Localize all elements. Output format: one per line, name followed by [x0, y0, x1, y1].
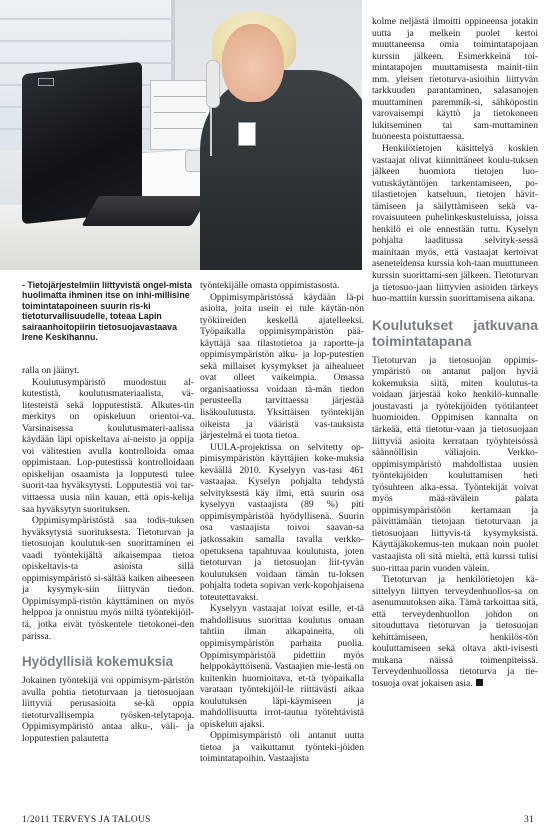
section-heading: Koulutukset jatkuvana toimintatapana — [372, 316, 538, 349]
shelf-line — [154, 112, 206, 113]
person-face — [222, 24, 284, 102]
paragraph: Oppimisympäristö oli antanut uutta tietoa ja vaikuttanut työnteki-jöiden toimintatapoihin. Vastaajista — [200, 730, 364, 765]
blind-slat — [0, 62, 175, 64]
keyboard — [81, 196, 208, 226]
page-number: 31 — [524, 815, 535, 825]
paragraph: Henkilötietojen käsittelyä koskien vastaajat olivat kiinnittäneet koulu-tuksen jälkeen huomiota tietojen luo-vutuskäytäntöjen tarkentamiseen, po-tilastietojen katseluun, tietojen hävit-tämiseen ja säilyttämiseen sekä va-rovaisuuteen puhelinkeskusteluissa, joissa henkilö ei ole ennestään tuttu. Kyselyn pohjalta laaditussa selvityk-sessä mainitaan myös, että vastaajat kertoivat aseneteidensa kurssia koh-taan muuttuneen kurssin suorittami-sen jälkeen. Tietoturvan ja tietosuo-jaan liittyvien asioiden tärkeys huo-mattiin kurssin suorittamisena aikana. — [372, 143, 538, 305]
paragraph: Oppimisympäristössä käydään lä-pi asioita, joita usein ei tule käytän-nön työkiireiden keskellä ajatelleeksi. Työpaikalla oppimisympäristön pää-käyttäjä saa tilastotietoa ja raportte-ja oppimisympäristön alku- ja lop-putestien sekä millaiset kysymykset ja aihealueet ovat olleet vaikeimpia. Omassa organisaatiossa voidaan tä-män tiedon perusteella tarvittaessa järjestää lisäkoulutusta. Yksittäisen työntekijän oikeista ja vääristä vas-tauksista järjestelmä ei tuota tietoa. — [200, 291, 364, 442]
paragraph: työntekijälle omasta oppimistasosta. — [200, 280, 340, 291]
section-heading: Hyödyllisiä kokemuksia — [22, 654, 174, 670]
text-column-1 — [22, 365, 194, 744]
paragraph: ralla on jäänyt. — [22, 365, 80, 376]
text-column-2 — [200, 280, 364, 765]
text-column-3 — [372, 16, 538, 690]
shelf-line — [154, 128, 206, 129]
person-body — [200, 70, 362, 270]
paragraph: Jokainen työntekijä voi oppimisym-päristön avulla pohtia tietoturvaan ja tietosuojaan liittyviä perusasioita se-kä oppia tietoturvallisempia työsken-telytapoja. Oppimisympäristö antaa alku-, väli- ja lopputestien palautetta — [22, 675, 194, 744]
paragraph: Kyselyyn vastaajat toivat esille, et-tä mahdollisuus suorittaa koulutus omaan tahtiin ilman aikapaineita, oli oppimisympäristön parhaita puolia. Oppimisympäristöä pidettiin myös helppokäyttöisenä. Vastaajien mie-lestä on kuitenkin huomioitava, et-tä työpaikalla varataan työntekijöil-le riittävästi aikaa koulutuksen läpi-käymiseen ja mahdollisuutta irrot-tautua työtehtävistä opiskelun ajaksi. — [200, 603, 364, 730]
paragraph: Oppimisympäristöstä saa todis-tuksen hyväksytystä suorituksesta. Tietoturvan ja tietosuojan koulutuk-sen suorittaminen ei vaadi työntekijältä aikaisempaa tietoa opiskeltavis-ta asioista sillä oppimisympäristö si-sältää kaiken aiheeseen ja kysymyk-siin liittyvän tiedon. Oppimisympä-ristön käyttäminen on myös helppoa ja onnistuu myös niiltä työntekijöil-tä, jotka eivät työskentele tietokonei-den parissa. — [22, 515, 194, 642]
paragraph-with-end-mark — [372, 574, 538, 689]
blind-slat — [0, 40, 175, 42]
monitor-logo-icon — [38, 78, 54, 86]
blind-slat — [0, 18, 175, 20]
end-of-article-mark — [476, 679, 483, 686]
shelf-line — [154, 96, 206, 97]
paragraph: Tietoturvan ja tietosuojan oppimis-ympäristö on antanut paljon hyviä kokemuksia siitä, miten koulutus-ta voidaan järjestää koko henkilö-kunnalle joustavasti ja työtekijöiden työtilanteet huomioiden. Oppimisen kannalta on tärkeää, että tietotur-vaan ja tietosuojaan liittyviä asioita kerrataan työyhteisössä säännöllisin väliajoin. Verkko-oppimisympäristö mahdollistaa uusien työntekijöiden kouluttamisen heti työsuhteen alka-essa. Työntekijät voivat myös mää-rävälein palata oppimisympäristöön kertamaan ja päivittämään tietojaan tietoturvaan ja tietosuojaan liittyvis-tä kysymyksistä. Käyttäjäkokemus-ten mukaan noin puolet vastaajista oli sitä mieltä, että kurssi tulisi suo-rittaa parin vuoden välein. — [372, 354, 538, 574]
id-badge — [238, 122, 256, 146]
paragraph: Tietoturvan ja henkilötietojen kä-sittelyyn liittyen terveydenhuollos-sa on asenumuutoksen aika. Tämä tarkoittaa sitä, että terveydenhuollon johdon on sitouduttava tietoturvan ja tietosuojan kehittämiseen, henkilös-tön kouluttamiseen sekä oltava akti-ivisesti mukana näissä toimenpiteissä. Terveydenhuollossa tietoturva ja tie-tosuoja ovat jokaisen asia. — [372, 574, 538, 689]
paragraph: kolme neljästä ilmoitti oppineensa jotakin uutta ja melkein puolet kertoi muuttaneensa omia toimintatapojaan kurssin jälkeen. Esimerkkeinä toi-mintatapojen muuttamisesta mainit-tiin mm. yleisen tietoturva-asioihin liittyvän tarkkuuden parantaminen, salasanojen muuttaminen paremmik-si, sähköpostin varovaisempi käyttö ja tietokoneen lukitseminen tai sam-muttaminen huoneesta poistuttaessa. — [372, 16, 538, 143]
paragraph: UULA-projektissa on selvitetty op-pimisympäristön käyttäjien koke-muksia keväällä 2010. Kyselyyn vas-tasi 461 vastaajaa. Kyselyn pohjalta tehdystä selvityksestä käy ilmi, että suurin osa kyselyyn vastaajista (89 %) piti oppimisympäristöä hyödyllisenä. Suurin osa vastaajista toivoi saavan-sa jatkossakin samalla tavalla verkko-opetuksena tapahtuvaa koulutusta, joten tietoturvan ja tietosuojan liit-tyvän koulutuksen voidaan tämän tu-loksen pohjalta todeta sopivan verk-kopohjaisena toteutettavaksi. — [200, 441, 364, 603]
footer-publication: 1/2011 TERVEYS JA TALOUS — [22, 815, 151, 825]
article-photo — [0, 0, 362, 270]
paragraph: Koulutusympäristö muodostuu al-kutestistä, koulutusmateriaalista, vä-litesteistä sekä lopputestistä. Alkutes-tin merkitys on opiskeluun orientoi-va. Varsinaisessa koulutusmateri-aalissa käydään läpi opiskeltava ai-neisto ja oppija voi välitestien avulla kontrolloida omaa oppimistaan. Lop-putestissä kontrolloidaan opiskelijan osaamista ja lopputesti tulee suorit-taa hyväksytysti. Lopputestiä voi tar-vittaessa uusia niin kauan, että opis-kelija saa hyväksytyn suorituksen. — [22, 376, 194, 515]
phone-handset — [206, 60, 220, 108]
phone-cable — [210, 108, 212, 156]
photo-caption: - Tietojärjestelmiin liittyvistä ongel-mista huolimatta ihminen itse on inhi-millisine toimintatapoineen suurin ris-ki tietoturvallisuudelle, toteaa Lapin sairaanhoitopiirin tietosuojavastaava Irene Keskihannu. — [22, 280, 192, 343]
